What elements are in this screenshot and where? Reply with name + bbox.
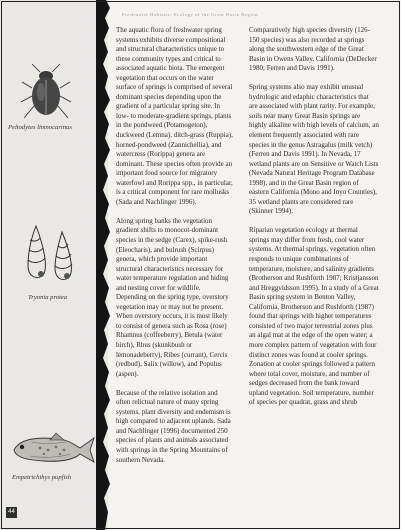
illustration-sidebar — [0, 0, 108, 530]
text-column-right — [249, 26, 379, 417]
fish-caption: Empetrichthys pupfish — [12, 474, 72, 481]
paragraph: Along spring banks the vegetation gradient shifts to monocot-dominant species in the sedge (Carex), spike-rush (Eleocharis), and bulrush (Scirpus) genera, which provide important structural characteristics necessary for water temperature regulation and hiding and nesting cover for wildlife. Depending on the spring type, overstory vegetation may or may not be present. When overstory occurs, it is most likely to consist of genera such as Rosa (rose) Rhamnus (coffeeberry), Betula (water birch), Rhus (skunkbush or lemonadeberry), Ribes (currant), Cercis (redbud), Salix (willow), and Populus (aspen). — [116, 216, 229, 378]
torn-edge-divider — [96, 0, 114, 530]
page-number: 44 — [6, 507, 17, 518]
paragraph: Because of the relative isolation and often relictual nature of many spring systems, plant diversity and endemism is high compared to adjacent uplands. Sada and Nachlinger (1996) documented 250 species of plants and animals associated with springs in the Spring Mountains of southern Nevada. — [116, 388, 231, 464]
text-column-left — [116, 26, 233, 475]
paragraph: Comparatively high species diversity (126-150 species) was also recorded at springs along the southwestern edge of the Great Basin in Owens Valley, California (DeDecker 1980; Ferren and Davis 1991). — [249, 26, 377, 73]
beetle-illustration — [20, 62, 72, 122]
snails-caption: Tryonia protea — [28, 294, 68, 301]
fish-illustration — [10, 432, 96, 468]
beetle-caption: Peltodytes limnocarinus — [8, 124, 72, 131]
running-head: Freshwater Habitats: Ecology of the Great Basin Region — [122, 12, 259, 17]
paragraph: Riparian vegetation ecology at thermal springs may differ from fresh, cool water systems. At thermal springs, vegetation often responds to unique combinations of temperature, moisture, and salinity gradients (Brotherson and Rushforth 1987; Kristjansson and Hreggvidsson 1995). In a study of a Great Basin spring system in Benton Valley, California, Brotherson and Rushforth (1987) found that springs with higher temperatures consisted of two major terrestrial zones plus an algal mat at the edge of the open water; a more complex pattern of vegetation with four distinct zones was found at cooler springs. Zonation at cooler springs followed a pattern where total cover, moisture, and number of sedges decreased from the bank toward upland vegetation. Soil temperature, number of species per quadrat, grass and shrub — [249, 226, 379, 407]
paragraph: Spring systems also may exhibit unusual hydrologic and edaphic characteristics that are associated with plant rarity. For example, soils near many Great Basin springs are highly alkaline with high levels of calcium, an element frequently associated with rare species in the genus Astragalus (milk vetch) (Ferren and Davis 1991). In Nevada, 17 wetland plants are on Sensitive or Watch Lists (Nevada Natural Heritage Program Database 1998), and in the Great Basin region of eastern California (Mono and Inyo Counties), 35 wetland plants are considered rare (Skinner 1994). — [249, 83, 379, 216]
snail-illustration — [22, 222, 82, 284]
paragraph: The aquatic flora of freshwater spring systems exhibits diverse compositional and structural characteristics unique to these community types and critical to associated aquatic biota. The emergent vegetation that occurs on the water surface of springs is comprised of several dominant species depending upon the gradient of a particular spring site. In low- to moderate-gradient springs, plants in the pondweed (Potamogeton), duckweed (Lemna), ditch-grass (Ruppia), horned-pondweed (Zannichellia), and watercress (Rorippa) genera are dominant. These species often provide an important food source for migratory waterfowl and Rorippa spp., in particular, is a critical component for rare mollusks (Sada and Nachlinger 1996). — [116, 26, 233, 206]
